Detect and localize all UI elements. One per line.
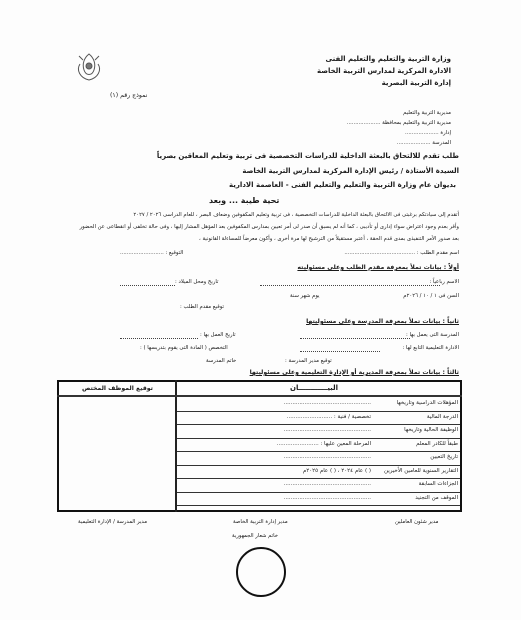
table-row-value[interactable]: .................................................. xyxy=(283,400,371,406)
table-row-value[interactable]: .................................................. xyxy=(283,481,371,487)
table-row-line xyxy=(177,411,460,412)
header-central-admin: الادارة المركزية لمدارس التربية الخاصة xyxy=(316,67,451,75)
work-date-field[interactable] xyxy=(120,338,198,339)
age-label: السن فى ١ / ١٠ / ٢٠٢٦م xyxy=(403,293,459,299)
school-label: المدرسة التى يعمل بها : xyxy=(405,332,459,338)
table-row-value[interactable]: .................................................. xyxy=(283,494,371,501)
table-row-label: طبقاً للكادر المعلم xyxy=(416,440,458,447)
table-row-value[interactable]: .................................................. xyxy=(283,454,371,460)
ed-admin-field[interactable] xyxy=(300,351,380,352)
signature-field[interactable]: التوقيع : .......................... xyxy=(120,250,184,256)
directorate-label: مديرية التربية والتعليم xyxy=(403,110,451,116)
table-row-value[interactable]: ( ) عام ٢٠٢٤ ، ( ) عام ٢٠٢٥م xyxy=(302,467,371,474)
request-title: طلب تقدم للالتحاق بالبعثة الداخلية للدراسات التخصصية فى تربية وتعليم المعاقين بصرياً xyxy=(156,152,459,160)
name-field[interactable] xyxy=(260,285,440,286)
table-row-label: تاريخ التعيين xyxy=(430,454,458,460)
name-label: الاسم رباعياً : xyxy=(429,279,459,285)
greeting: تحية طيبة ... وبعد xyxy=(209,196,280,205)
school-line: المدرسة .................... xyxy=(396,140,451,146)
col-data-header: البيــــــــــــان xyxy=(290,384,339,392)
table-row-label: الدرجة المالية xyxy=(426,413,458,420)
body-paragraph-3: بعد صدور الأمر التنفيذى بمدى قدم الحقة ، أعتبر مستقيلاً من الترشيح لها مرة أخرى ، وأكون معرضاً للمساءلة القانونية ، xyxy=(199,236,459,242)
school-stamp-label: خاتم المدرسة xyxy=(206,358,237,364)
directorate-gov: مديرية التربية والتعليم بمحافظة .................... xyxy=(346,120,451,126)
recipient-line: السيدة الأستاذة / رئيس الإدارة المركزية لمدارس التربية الخاصة xyxy=(242,167,459,175)
table-row-label: المؤهلات الدراسية وتاريخها xyxy=(396,400,458,406)
table-row-label: الموقف من التجنيد xyxy=(415,494,458,501)
table-row-line xyxy=(177,505,460,506)
form-number: نموذج رقم (١) xyxy=(110,92,148,99)
footer-school-dir: مدير المدرسة / الإدارة التعليمية xyxy=(78,519,148,525)
section-1-title: أولاً : بيانات تملأ بمعرفة مقدم الطلب وعلى مسئوليته xyxy=(297,264,459,271)
principal-sig-label: توقيع مدير المدرسة : xyxy=(285,358,332,364)
specialization-label: التخصص ( المادة التى يقوم بتدريسها ) : xyxy=(140,345,228,351)
work-date-label: تاريخ العمل بها : xyxy=(200,332,236,338)
table-row-line xyxy=(177,478,460,479)
table-row-line xyxy=(177,451,460,452)
applicant-sig-label: توقيع مقدم الطلب : xyxy=(180,304,224,310)
dob-field[interactable] xyxy=(120,285,175,286)
col-sig-header: توقيع الموظف المختص xyxy=(82,385,154,392)
table-row-value[interactable]: المرحلة المعين عليها : ........................ xyxy=(276,440,371,447)
footer-special-ed: مدير إدارة التربية الخاصة xyxy=(233,519,288,525)
dob-label: تاريخ ومحل الميلاد : xyxy=(175,279,219,285)
table-row-label: الوظيفة الحالية وتاريخها xyxy=(404,427,458,433)
table-row-label: الجزاءات السابقة xyxy=(418,481,458,487)
body-paragraph-1: أتقدم إلى سيادتكم برغبتى فى الالتحاق بالبعثة الداخلية للدراسات التخصصية ، فى تربية وتعليم المكفوفين وضعاف البصر ، للعام الدراسى ٢٠٢٦ / ٢٠٢٧ xyxy=(133,212,459,218)
table-row-line xyxy=(177,465,460,466)
footer-hr: مدير شئون العاملين xyxy=(395,519,439,525)
table-row-label: التقارير السنوية للعامين الأخيرين xyxy=(384,467,458,474)
table-row-line xyxy=(177,438,460,439)
admin-line: إدارة .................... xyxy=(405,130,451,136)
age-units: يوم شهر سنة xyxy=(290,293,320,299)
applicant-name-field[interactable]: اسم مقدم الطلب : .......................................... xyxy=(344,250,459,256)
school-field[interactable] xyxy=(300,338,410,339)
footer-seal-label: خاتم شعار الجمهورية xyxy=(232,533,279,539)
ministry-logo-icon xyxy=(74,50,104,84)
section-3-title: ثالثاً : بيانات تملأ بمعرفة المديرية أو الإدارة التعليمية وعلى مسئوليتها xyxy=(249,369,459,376)
header-dept: إدارة التربية البصرية xyxy=(381,79,451,87)
section-2-title: ثانياً : بيانات تملأ بمعرفة المدرسة وعلى مسئوليتها xyxy=(306,318,459,325)
header-ministry: وزارة التربية والتعليم والتعليم الفنى xyxy=(325,55,451,63)
table-header-line xyxy=(57,395,462,397)
table-row-line xyxy=(177,492,460,493)
recipient-address: بديوان عام وزارة التربية والتعليم والتعليم الفنى - العاصمة الادارية xyxy=(229,181,456,189)
table-row-line xyxy=(177,424,460,425)
table-row-value[interactable]: تخصصية / فنية : .......................... xyxy=(286,413,371,420)
body-paragraph-2: وأقر بعدم وجود اعتراض سواء إدارى أو تأديبى ، كما أنه لم يسبق أن صدر لى أمر تعيين بمدارس المكفوفين بعد المؤهل المشار إليها ، وفى حالة تخلفى أو انقطاعى عن الحضور xyxy=(79,224,459,230)
table-row-value[interactable]: .................................................. xyxy=(283,427,371,433)
ed-admin-label: الادارة التعليمية التابع لها : xyxy=(402,345,459,351)
republic-seal-circle xyxy=(236,547,286,597)
